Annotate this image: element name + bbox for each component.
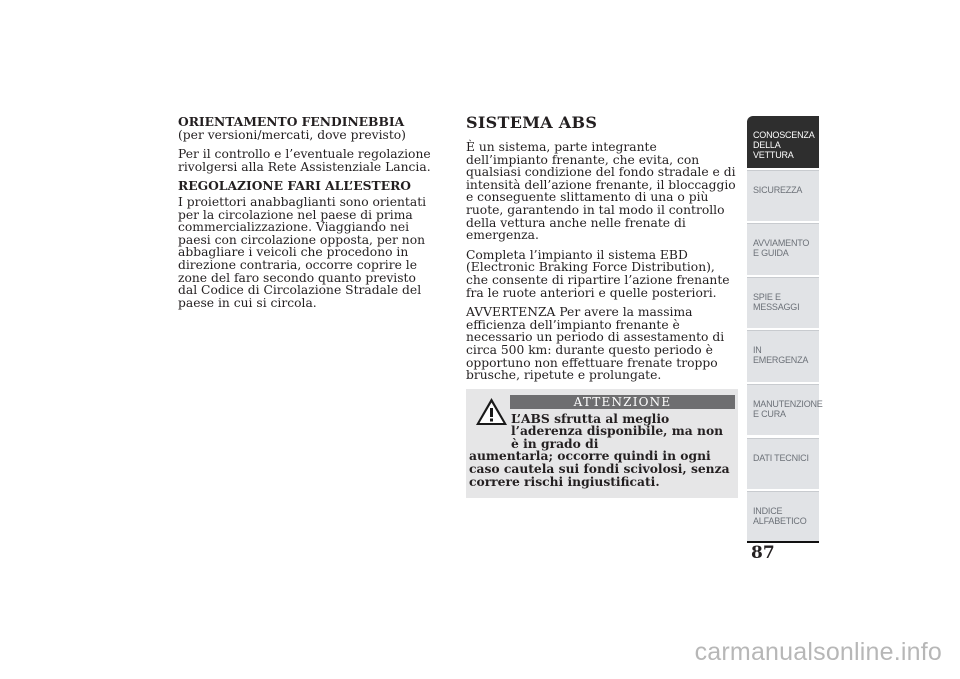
warning-text-indented: L’ABS sfrutta al meglio l’aderenza disponibile, ma non è in grado di xyxy=(511,410,724,451)
headlight-abroad-paragraph: I proiettori anabbaglianti sono orientati per la circolazione nel paese di prima commercializzazione. Viaggiando nei paesi con circolazione opposta, per non abbagliare i veicoli che procedono in direzione contraria, occorre coprire le zone del faro secondo quanto previsto dal Codice di Circolazione Stradale del paese in cui si circola. xyxy=(178,194,427,310)
tab-indice-alfabetico[interactable]: INDICE ALFABETICO xyxy=(747,491,819,543)
abs-paragraph-2: Completa l’impianto il sistema EBD (Electronic Braking Force Distribution), che consente di ripartire l’azione frenante fra le ruote anteriori e quelle posteriori. xyxy=(466,247,730,300)
abs-warning-paragraph: AVVERTENZA Per avere la massima efficienza dell’impianto frenante è necessario un periodo di assestamento di circa 500 km: durante questo periodo è opportuno non effettuare frenate troppo brusche, ripetute e prolungate. xyxy=(466,305,725,383)
tab-spie-messaggi[interactable]: SPIE E MESSAGGI xyxy=(747,277,819,329)
tab-in-emergenza[interactable]: IN EMERGENZA xyxy=(747,330,819,382)
watermark: carmanualsonline.info xyxy=(694,638,942,666)
warning-text-rest: aumentarla; occorre quindi in ogni caso cautela sui fondi scivolosi, senza correre rischi ingiustificati. xyxy=(469,448,730,489)
warning-box xyxy=(466,389,738,499)
headlight-abroad-heading: REGOLAZIONE FARI ALL’ESTERO xyxy=(178,178,412,194)
section-tabs xyxy=(747,116,823,545)
abs-paragraph-1: È un sistema, parte integrante dell’impianto frenante, che evita, con qualsiasi condizione del fondo stradale e di intensità dell’azione frenante, il bloccaggio e conseguente slittamento di una o più ruote, garantendo in tal modo il controllo della vettura anche nelle frenate di emergenza. xyxy=(466,140,736,243)
warning-triangle-icon xyxy=(475,397,508,426)
fog-light-paragraph: Per il controllo e l’eventuale regolazione rivolgersi alla Rete Assistenziale Lancia. xyxy=(178,147,431,174)
left-column xyxy=(178,116,436,316)
fog-light-section xyxy=(178,116,436,141)
right-column xyxy=(466,114,738,498)
fog-light-subheading: (per versioni/mercati, dove previsto) xyxy=(178,127,406,142)
fog-light-heading: ORIENTAMENTO FENDINEBBIA xyxy=(178,114,405,129)
tab-dati-tecnici[interactable]: DATI TECNICI xyxy=(747,438,819,490)
tab-avviamento-guida[interactable]: AVVIAMENTO E GUIDA xyxy=(747,223,819,275)
tab-sicurezza[interactable]: SICUREZZA xyxy=(747,170,819,222)
section-title: SISTEMA ABS xyxy=(466,113,598,132)
warning-label: ATTENZIONE xyxy=(510,395,735,409)
page-number: 87 xyxy=(751,543,775,563)
tab-manutenzione-cura[interactable]: MANUTENZIONE E CURA xyxy=(747,384,819,436)
tab-conoscenza-vettura[interactable]: CONOSCENZA DELLA VETTURA xyxy=(747,116,819,168)
